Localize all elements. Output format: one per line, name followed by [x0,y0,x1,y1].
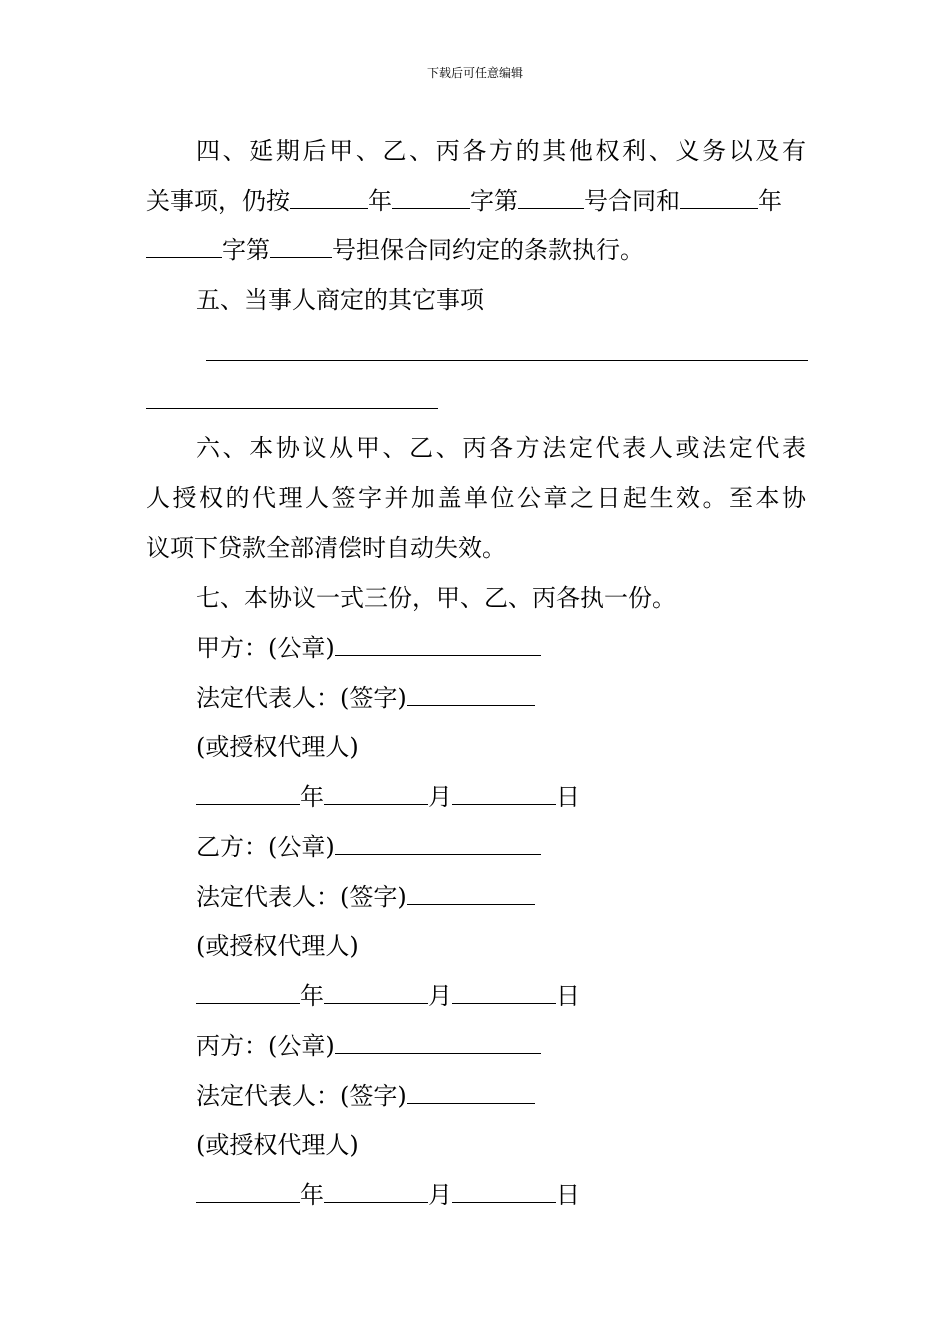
clause6-line1: 六、本协议从甲、乙、丙各方法定代表人或法定代表 [196,434,806,462]
party-b-date [196,981,856,1011]
clause6-line2: 人授权的代理人签字并加盖单位公章之日起生效。至本协 [146,484,806,512]
month-blank [324,981,428,1004]
clause4-text: 号担保合同约定的条款执行。 [332,236,644,264]
signature-blank [407,882,535,905]
clause6-line3: 议项下贷款全部清偿时自动失效。 [146,534,506,562]
day-label: 日 [556,982,580,1010]
clause4-text: 字第 [222,236,270,264]
seal-blank [335,832,541,855]
seal-blank [335,633,541,656]
blank-field [680,186,758,209]
blank-field [146,235,222,258]
clause4-line1: 四、延期后甲、乙、丙各方的其他权利、义务以及有 [196,137,806,165]
day-blank [452,981,556,1004]
party-b-rep [196,882,856,912]
clause5-heading: 五、当事人商定的其它事项 [196,286,484,314]
year-label: 年 [300,1181,324,1209]
rep-label: 法定代表人：(签字) [196,883,407,911]
month-label: 月 [428,783,452,811]
clause7-text: 七、本协议一式三份，甲、乙、丙各执一份。 [196,584,676,612]
year-label: 年 [300,982,324,1010]
seal-label: 乙方：(公章) [196,833,335,861]
signature-blank [407,683,535,706]
party-c-date [196,1180,856,1210]
blank-field [392,186,470,209]
month-label: 月 [428,982,452,1010]
clause4-line3 [146,235,806,265]
month-label: 月 [428,1181,452,1209]
year-label: 年 [300,783,324,811]
blank-field [270,235,332,258]
party-a-seal [196,633,856,663]
signature-blank [407,1081,535,1104]
month-blank [324,782,428,805]
day-blank [452,1180,556,1203]
party-b-seal [196,832,856,862]
month-blank [324,1180,428,1203]
blank-line [206,360,808,361]
party-b-agent: (或授权代理人) [196,932,359,960]
blank-line [146,408,438,409]
day-blank [452,782,556,805]
day-label: 日 [556,783,580,811]
blank-field [518,186,584,209]
seal-label: 甲方：(公章) [196,634,335,662]
clause4-text: 年 [758,187,782,215]
seal-label: 丙方：(公章) [196,1032,335,1060]
seal-blank [335,1031,541,1054]
year-blank [196,1180,300,1203]
rep-label: 法定代表人：(签字) [196,1082,407,1110]
clause4-text: 号合同和 [584,187,680,215]
clause4-line2 [146,186,806,216]
clause4-text: 年 [368,187,392,215]
clause4-text: 字第 [470,187,518,215]
page-header: 下载后可任意编辑 [426,66,523,80]
blank-field [290,186,368,209]
clause4-text: 关事项，仍按 [146,187,290,215]
party-a-agent: (或授权代理人) [196,733,359,761]
party-a-date [196,782,856,812]
party-c-seal [196,1031,856,1061]
party-c-rep [196,1081,856,1111]
year-blank [196,981,300,1004]
rep-label: 法定代表人：(签字) [196,684,407,712]
party-c-agent: (或授权代理人) [196,1131,359,1159]
day-label: 日 [556,1181,580,1209]
year-blank [196,782,300,805]
party-a-rep [196,683,856,713]
